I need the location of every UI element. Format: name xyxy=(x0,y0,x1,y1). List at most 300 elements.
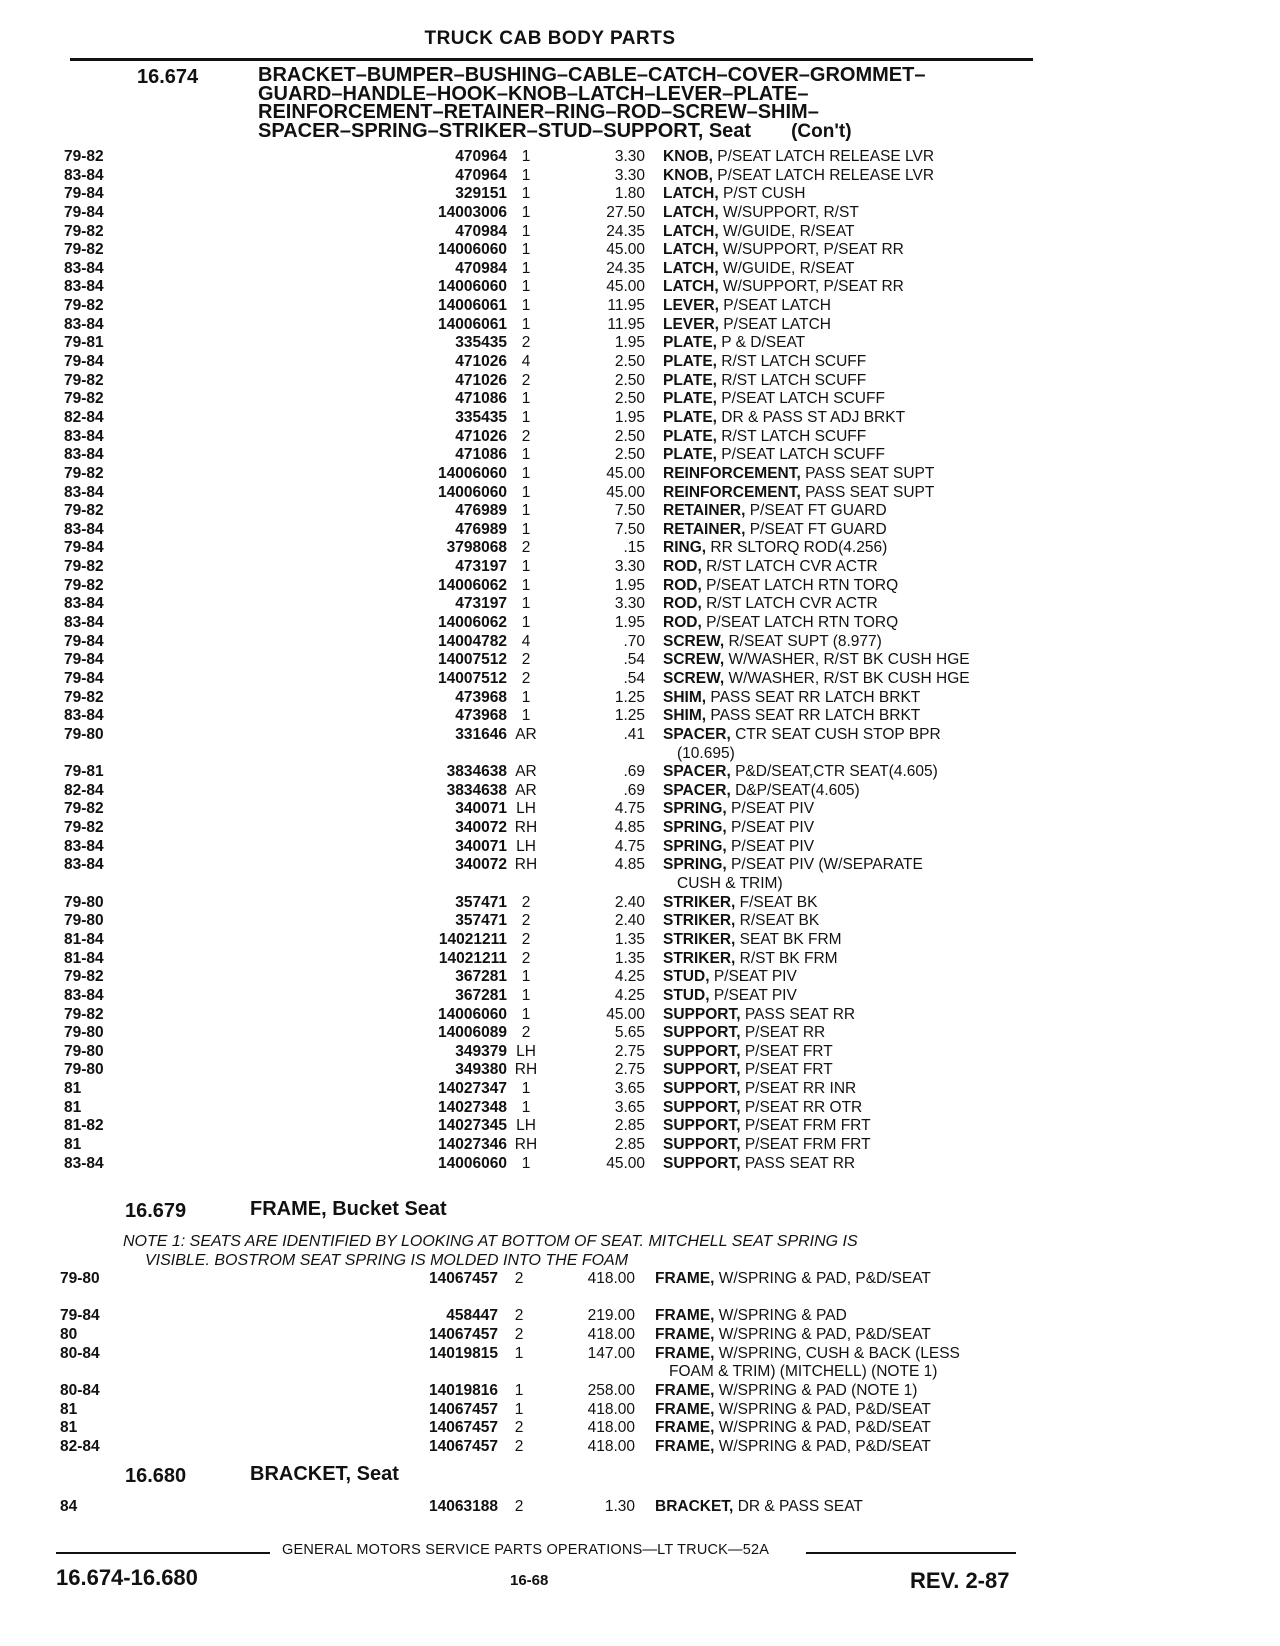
description-cell xyxy=(663,428,1033,447)
table-row xyxy=(0,409,1280,428)
part-name: KNOB, xyxy=(663,148,713,165)
table-row xyxy=(0,595,1280,614)
model-years: 80-84 xyxy=(60,1344,100,1362)
quantity: 1 xyxy=(521,464,531,482)
price: 2.85 xyxy=(614,1117,645,1135)
table-row xyxy=(0,856,1280,893)
part-description: P/SEAT RR OTR xyxy=(744,1098,863,1116)
description-line xyxy=(655,1438,931,1455)
price: 2.50 xyxy=(614,371,645,389)
part-name: SUPPORT, xyxy=(663,1005,741,1023)
description-cell xyxy=(663,185,1033,204)
description-line xyxy=(663,1155,855,1172)
description-line xyxy=(663,297,831,314)
part-description: F/SEAT BK xyxy=(739,893,818,911)
description-cell xyxy=(663,334,1033,353)
part-description: R/ST LATCH SCUFF xyxy=(721,371,867,389)
part-description: P/SEAT LATCH RELEASE LVR xyxy=(717,148,935,165)
description-line xyxy=(663,204,859,221)
section-heading-16-679 xyxy=(0,1200,1280,1226)
description-line xyxy=(663,931,842,948)
quantity: 2 xyxy=(521,1024,531,1042)
part-number: 331646 xyxy=(455,725,507,743)
part-number: 470984 xyxy=(455,259,507,277)
section-number: 16.680 xyxy=(125,1465,187,1487)
table-row xyxy=(0,1401,1280,1420)
table-row xyxy=(0,651,1280,670)
quantity: 1 xyxy=(521,483,531,501)
part-description: PASS SEAT SUPT xyxy=(805,483,935,501)
quantity: 2 xyxy=(521,893,531,911)
quantity: 1 xyxy=(521,986,531,1004)
price: .15 xyxy=(623,539,645,557)
part-name: SPRING, xyxy=(663,819,727,837)
quantity: LH xyxy=(516,1117,536,1135)
quantity: 1 xyxy=(521,520,531,538)
description-cell xyxy=(663,1043,1033,1062)
price: 7.50 xyxy=(614,502,645,520)
description-cell xyxy=(663,465,1033,484)
description-cell xyxy=(663,297,1033,316)
part-description: P/SEAT PIV xyxy=(713,968,797,986)
description-line xyxy=(663,1006,855,1023)
quantity: AR xyxy=(515,725,537,743)
quantity: 4 xyxy=(521,353,531,371)
quantity: 2 xyxy=(521,539,531,557)
part-number: 14006089 xyxy=(438,1024,507,1042)
part-number: 3834638 xyxy=(446,781,507,799)
price: 45.00 xyxy=(606,1154,645,1172)
part-description: P/SEAT PIV xyxy=(713,986,797,1004)
description-line xyxy=(655,1307,847,1324)
part-name: ROD, xyxy=(663,614,702,632)
model-years: 79-82 xyxy=(64,576,104,594)
description-line xyxy=(663,316,831,333)
model-years: 79-82 xyxy=(64,297,104,315)
quantity: 2 xyxy=(521,930,531,948)
footer-section-range: 16.674-16.680 xyxy=(56,1565,198,1590)
part-name: SPACER, xyxy=(663,725,731,743)
description-cell xyxy=(663,316,1033,335)
part-number: 471086 xyxy=(455,446,507,464)
part-number: 14021211 xyxy=(438,930,507,948)
table-row xyxy=(0,707,1280,726)
quantity: 1 xyxy=(521,707,531,725)
quantity: 1 xyxy=(521,148,531,165)
model-years: 83-84 xyxy=(64,483,104,501)
quantity: 1 xyxy=(521,315,531,333)
table-row xyxy=(0,390,1280,409)
part-description: DR & PASS ST ADJ BRKT xyxy=(721,408,906,426)
part-number: 14067457 xyxy=(429,1419,498,1437)
description-cell xyxy=(663,148,1033,167)
description-line xyxy=(663,670,970,687)
description-line xyxy=(663,539,887,556)
section-title xyxy=(258,66,1018,141)
model-years: 83-84 xyxy=(64,614,104,632)
part-number: 458447 xyxy=(446,1307,498,1325)
part-description: W/SPRING & PAD, P&D/SEAT xyxy=(718,1400,931,1418)
description-cell xyxy=(663,987,1033,1006)
description-cell xyxy=(655,1419,1035,1438)
table-row xyxy=(0,241,1280,260)
description-cell xyxy=(663,1061,1033,1080)
quantity: 1 xyxy=(521,502,531,520)
price: 2.50 xyxy=(614,427,645,445)
part-name: LATCH, xyxy=(663,241,719,259)
quantity: 2 xyxy=(514,1270,524,1287)
part-name: SUPPORT, xyxy=(663,1061,741,1079)
part-description: P/SEAT FT GUARD xyxy=(749,502,887,520)
description-cell xyxy=(663,651,1033,670)
part-description: P/SEAT FRM FRT xyxy=(744,1135,871,1153)
part-number: 340072 xyxy=(455,856,507,874)
part-description: R/ST BK FRM xyxy=(739,949,838,967)
part-number: 14007512 xyxy=(438,669,507,687)
table-row xyxy=(0,1382,1280,1401)
price: 1.35 xyxy=(614,930,645,948)
price: .54 xyxy=(623,669,645,687)
price: 4.75 xyxy=(614,837,645,855)
model-years: 82-84 xyxy=(64,781,104,799)
part-number: 14067457 xyxy=(429,1270,498,1287)
description-line xyxy=(663,372,866,389)
part-name: REINFORCEMENT, xyxy=(663,483,801,501)
table-row xyxy=(0,968,1280,987)
part-description: R/ST LATCH CVR ACTR xyxy=(706,595,878,613)
description-line xyxy=(663,856,923,873)
part-name: STRIKER, xyxy=(663,930,736,948)
quantity: 2 xyxy=(521,651,531,669)
part-description: W/WASHER, R/ST BK CUSH HGE xyxy=(728,669,970,687)
quantity: 1 xyxy=(521,576,531,594)
part-name: FRAME, xyxy=(655,1419,715,1437)
price: 4.75 xyxy=(614,800,645,818)
table-row xyxy=(0,1155,1280,1174)
description-line xyxy=(655,1419,931,1436)
part-number: 476989 xyxy=(455,520,507,538)
price: 4.85 xyxy=(614,856,645,874)
description-line xyxy=(663,223,854,240)
price: .70 xyxy=(623,632,645,650)
part-number: 357471 xyxy=(455,912,507,930)
price: 418.00 xyxy=(587,1437,635,1455)
price: 3.30 xyxy=(614,166,645,184)
description-cell xyxy=(663,968,1033,987)
part-number: 14021211 xyxy=(438,949,507,967)
description-line xyxy=(663,819,814,836)
description-cell xyxy=(655,1326,1035,1345)
part-number: 14063188 xyxy=(429,1498,498,1515)
part-name: FRAME, xyxy=(655,1437,715,1455)
footer-page-number: 16-68 xyxy=(510,1572,549,1589)
quantity: RH xyxy=(514,1061,538,1079)
table-row xyxy=(0,987,1280,1006)
model-years: 81-82 xyxy=(64,1117,104,1135)
model-years: 83-84 xyxy=(64,446,104,464)
description-cell xyxy=(663,894,1033,913)
table-row xyxy=(0,372,1280,391)
table-row xyxy=(0,185,1280,204)
part-description: R/ST LATCH SCUFF xyxy=(721,353,867,371)
part-number: 14007512 xyxy=(438,651,507,669)
description-cell xyxy=(663,726,1033,763)
model-years: 83-84 xyxy=(64,707,104,725)
table-row xyxy=(0,689,1280,708)
model-years: 79-80 xyxy=(64,725,104,743)
table-row xyxy=(0,204,1280,223)
model-years: 79-82 xyxy=(64,688,104,706)
part-name: SUPPORT, xyxy=(663,1024,741,1042)
description-line xyxy=(655,1498,863,1515)
quantity: 1 xyxy=(521,595,531,613)
description-line xyxy=(663,1099,862,1116)
model-years: 79-81 xyxy=(64,763,104,781)
table-row xyxy=(0,316,1280,335)
price: 45.00 xyxy=(606,278,645,296)
description-cell xyxy=(663,502,1033,521)
part-name: FRAME, xyxy=(655,1270,715,1287)
model-years: 83-84 xyxy=(64,278,104,296)
part-description: PASS SEAT RR xyxy=(744,1005,856,1023)
part-name: SUPPORT, xyxy=(663,1135,741,1153)
model-years: 81 xyxy=(60,1419,78,1437)
price: 418.00 xyxy=(587,1270,635,1287)
part-number: 357471 xyxy=(455,893,507,911)
part-number: 473968 xyxy=(455,707,507,725)
description-line xyxy=(663,968,797,985)
part-description: W/SPRING & PAD xyxy=(718,1307,847,1325)
part-description: DR & PASS SEAT xyxy=(737,1498,863,1515)
part-description: PASS SEAT RR LATCH BRKT xyxy=(710,688,921,706)
price: 147.00 xyxy=(587,1344,635,1362)
price: 1.95 xyxy=(614,334,645,352)
part-number: 470984 xyxy=(455,222,507,240)
table-row xyxy=(0,1270,1280,1307)
description-cell xyxy=(663,521,1033,540)
description-line xyxy=(663,502,887,519)
part-number: 14006060 xyxy=(438,483,507,501)
description-line xyxy=(655,1401,931,1418)
price: 3.65 xyxy=(614,1080,645,1098)
part-description: P/SEAT FRT xyxy=(744,1061,833,1079)
part-name: STRIKER, xyxy=(663,893,736,911)
quantity: 1 xyxy=(521,166,531,184)
price: 3.30 xyxy=(614,558,645,576)
part-description: P&D/SEAT,CTR SEAT(4.605) xyxy=(735,763,938,781)
part-description: D&P/SEAT(4.605) xyxy=(735,781,860,799)
price: 2.50 xyxy=(614,446,645,464)
part-number: 340071 xyxy=(455,837,507,855)
title-line: BRACKET–BUMPER–BUSHING–CABLE–CATCH–COVER–GROMMET– xyxy=(258,64,926,86)
parts-list-16-679 xyxy=(0,1270,1280,1456)
part-name: FRAME, xyxy=(655,1400,715,1418)
model-years: 81-84 xyxy=(64,949,104,967)
table-row xyxy=(0,1326,1280,1345)
part-description: P/SEAT LATCH xyxy=(723,315,831,333)
price: 2.75 xyxy=(614,1042,645,1060)
description-cell xyxy=(655,1498,1035,1517)
part-description: W/GUIDE, R/SEAT xyxy=(723,259,855,277)
description-line xyxy=(663,521,887,538)
part-number: 14004782 xyxy=(438,632,507,650)
description-line xyxy=(663,838,814,855)
price: 4.25 xyxy=(614,968,645,986)
description-line xyxy=(663,185,805,202)
quantity: 1 xyxy=(521,1098,531,1116)
part-number: 14067457 xyxy=(429,1437,498,1455)
price: 3.30 xyxy=(614,148,645,165)
table-row xyxy=(0,484,1280,503)
part-name: STRIKER, xyxy=(663,949,736,967)
price: 45.00 xyxy=(606,483,645,501)
model-years: 81 xyxy=(64,1080,82,1098)
part-number: 367281 xyxy=(455,968,507,986)
part-number: 3834638 xyxy=(446,763,507,781)
part-name: SUPPORT, xyxy=(663,1098,741,1116)
description-line xyxy=(663,484,934,501)
part-description: P/SEAT LATCH RTN TORQ xyxy=(706,614,899,632)
section-title: BRACKET, Seat xyxy=(250,1463,399,1485)
part-description: P/SEAT PIV xyxy=(731,800,815,818)
page-header: TRUCK CAB BODY PARTS xyxy=(424,28,676,49)
part-number: 14006060 xyxy=(438,1005,507,1023)
model-years: 83-84 xyxy=(64,837,104,855)
model-years: 79-82 xyxy=(64,819,104,837)
quantity: LH xyxy=(516,837,536,855)
quantity: 2 xyxy=(521,949,531,967)
model-years: 79-80 xyxy=(64,893,104,911)
table-row xyxy=(0,539,1280,558)
part-description-cont: CUSH & TRIM) xyxy=(677,875,783,893)
description-cell xyxy=(663,950,1033,969)
table-row xyxy=(0,521,1280,540)
part-description: P/SEAT FT GUARD xyxy=(749,520,887,538)
part-name: PLATE, xyxy=(663,334,717,352)
description-line xyxy=(663,651,970,668)
description-cell xyxy=(663,1006,1033,1025)
description-cell xyxy=(663,912,1033,931)
description-cell xyxy=(663,819,1033,838)
quantity: LH xyxy=(516,1042,536,1060)
description-line xyxy=(663,409,905,426)
description-cell xyxy=(663,409,1033,428)
part-name: SHIM, xyxy=(663,688,707,706)
table-row xyxy=(0,334,1280,353)
section-title: FRAME, Bucket Seat xyxy=(250,1198,447,1220)
quantity: RH xyxy=(514,1135,538,1153)
price: 45.00 xyxy=(606,241,645,259)
quantity: AR xyxy=(515,763,537,781)
description-cell xyxy=(663,633,1033,652)
part-name: ROD, xyxy=(663,576,702,594)
part-description: P/ST CUSH xyxy=(723,185,806,203)
part-name: FRAME, xyxy=(655,1344,715,1362)
price: 1.95 xyxy=(614,614,645,632)
part-description: W/SPRING & PAD, P&D/SEAT xyxy=(718,1419,931,1437)
quantity: 2 xyxy=(521,334,531,352)
price: 2.40 xyxy=(614,893,645,911)
footer-rule xyxy=(806,1552,1016,1554)
price: 11.95 xyxy=(607,297,645,315)
part-name: STUD, xyxy=(663,968,710,986)
model-years: 79-82 xyxy=(64,968,104,986)
part-description: W/SPRING & PAD, P&D/SEAT xyxy=(718,1437,931,1455)
continued-label: (Con't) xyxy=(791,120,852,142)
quantity: 2 xyxy=(514,1419,524,1437)
quantity: AR xyxy=(515,781,537,799)
part-description: P & D/SEAT xyxy=(721,334,806,352)
part-name: PLATE, xyxy=(663,427,717,445)
price: 219.00 xyxy=(587,1307,635,1325)
part-description: P/SEAT PIV xyxy=(731,837,815,855)
description-cell xyxy=(663,763,1033,782)
part-description: P/SEAT PIV (W/SEPARATE xyxy=(731,856,923,874)
part-name: FRAME, xyxy=(655,1307,715,1325)
model-years: 79-80 xyxy=(64,912,104,930)
part-number: 367281 xyxy=(455,986,507,1004)
price: .69 xyxy=(623,781,645,799)
price: .41 xyxy=(623,725,645,743)
part-number: 349379 xyxy=(455,1042,507,1060)
description-line xyxy=(663,726,941,743)
model-years: 79-84 xyxy=(64,632,104,650)
model-years: 84 xyxy=(60,1498,78,1515)
description-cell xyxy=(663,260,1033,279)
quantity: 1 xyxy=(521,614,531,632)
title-line xyxy=(258,119,1018,142)
price: 418.00 xyxy=(587,1400,635,1418)
table-row xyxy=(0,614,1280,633)
price: 1.80 xyxy=(614,185,645,203)
part-number: 14006061 xyxy=(438,297,507,315)
part-number: 335435 xyxy=(455,408,507,426)
model-years: 79-82 xyxy=(64,390,104,408)
table-row xyxy=(0,633,1280,652)
description-line xyxy=(663,614,898,631)
description-cell xyxy=(663,931,1033,950)
description-line xyxy=(663,763,938,780)
model-years: 81 xyxy=(60,1400,78,1418)
table-row xyxy=(0,297,1280,316)
quantity: 1 xyxy=(521,1154,531,1172)
part-description: R/ST LATCH SCUFF xyxy=(721,427,867,445)
description-line xyxy=(663,260,854,277)
table-row xyxy=(0,1080,1280,1099)
price: 2.50 xyxy=(614,390,645,408)
part-description: P/SEAT FRT xyxy=(744,1042,833,1060)
description-line xyxy=(663,894,817,911)
part-number: 476989 xyxy=(455,502,507,520)
model-years: 83-84 xyxy=(64,427,104,445)
price: 4.85 xyxy=(614,819,645,837)
part-number: 14006060 xyxy=(438,241,507,259)
part-name: BRACKET, xyxy=(655,1498,734,1515)
part-name: SUPPORT, xyxy=(663,1080,741,1098)
table-row xyxy=(0,1438,1280,1457)
quantity: 2 xyxy=(514,1307,524,1325)
part-description: P/SEAT LATCH xyxy=(723,297,831,315)
price: 24.35 xyxy=(606,222,645,240)
part-number: 14027347 xyxy=(438,1080,507,1098)
part-description: W/SPRING & PAD (NOTE 1) xyxy=(718,1381,918,1399)
part-description: R/ST LATCH CVR ACTR xyxy=(706,558,878,576)
part-description: W/WASHER, R/ST BK CUSH HGE xyxy=(728,651,970,669)
footer-revision: REV. 2-87 xyxy=(910,1568,1010,1593)
quantity: 1 xyxy=(521,558,531,576)
table-row xyxy=(0,1061,1280,1080)
model-years: 79-82 xyxy=(64,800,104,818)
